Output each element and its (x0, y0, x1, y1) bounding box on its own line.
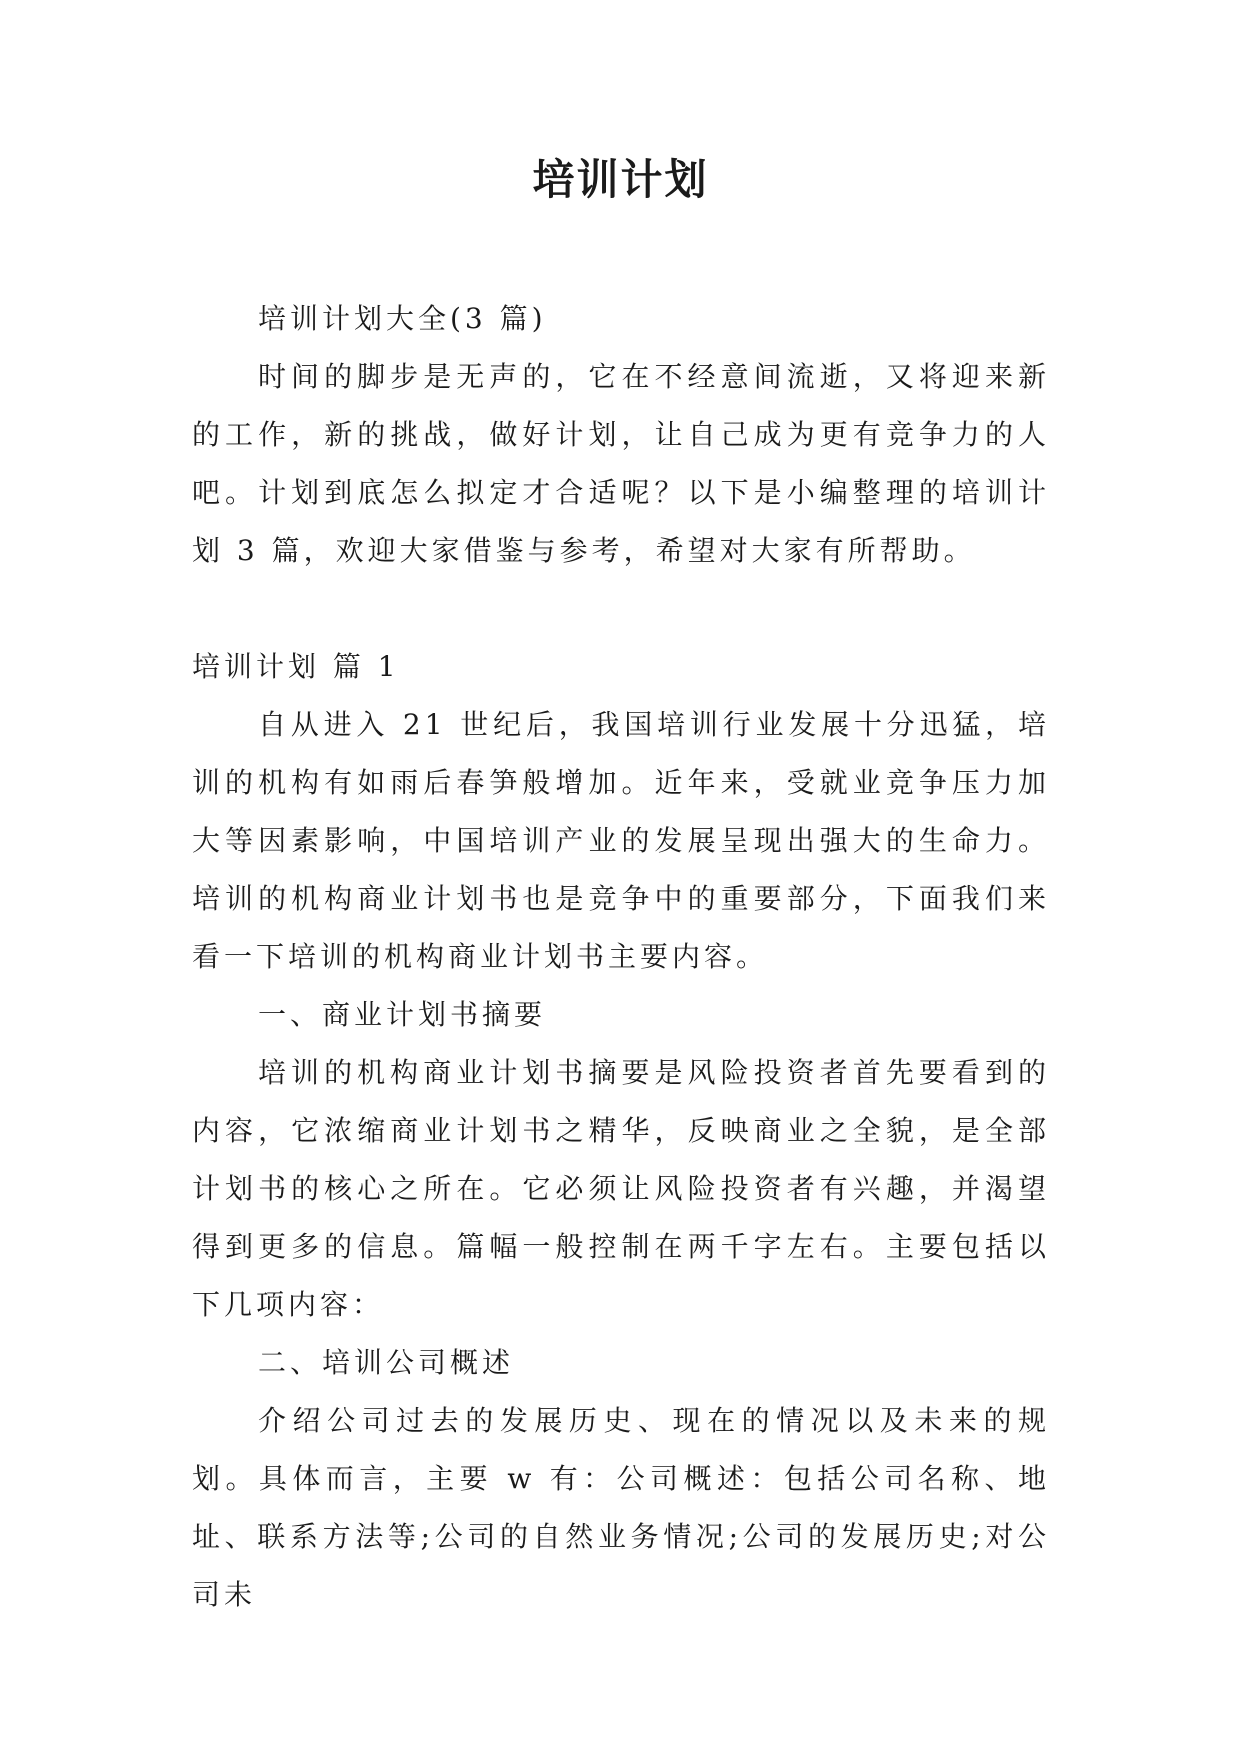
document-body (192, 290, 1050, 1624)
item-heading: 一、商业计划书摘要 (258, 998, 547, 1031)
item-heading: 二、培训公司概述 (258, 1346, 515, 1379)
item-paragraph: 介绍公司过去的发展历史、现在的情况以及未来的规划。具体而言，主要 w 有：公司概述：包括公司名称、地址、联系方法等;公司的自然业务情况;公司的发展历史;对公司未 (192, 1404, 1050, 1611)
section-paragraph: 自从进入 21 世纪后，我国培训行业发展十分迅猛，培训的机构有如雨后春笋般增加。近年来，受就业竞争压力加大等因素影响，中国培训产业的发展呈现出强大的生命力。培训的机构商业计划书也是竞争中的重要部分，下面我们来看一下培训的机构商业计划书主要内容。 (192, 708, 1050, 973)
intro-paragraph: 时间的脚步是无声的，它在不经意间流逝，又将迎来新的工作，新的挑战，做好计划，让自己成为更有竞争力的人吧。计划到底怎么拟定才合适呢？以下是小编整理的培训计划 3 篇，欢迎大家借鉴与参考，希望对大家有所帮助。 (192, 360, 1050, 567)
section-spacer (192, 580, 1050, 638)
document-title: 培训计划 (532, 155, 709, 204)
section-heading: 培训计划 篇 1 (192, 650, 400, 683)
subtitle-paragraph: 培训计划大全(3 篇) (258, 302, 547, 335)
item-paragraph: 培训的机构商业计划书摘要是风险投资者首先要看到的内容，它浓缩商业计划书之精华，反映商业之全貌，是全部计划书的核心之所在。它必须让风险投资者有兴趣，并渴望得到更多的信息。篇幅一般控制在两千字左右。主要包括以下几项内容： (192, 1056, 1050, 1321)
